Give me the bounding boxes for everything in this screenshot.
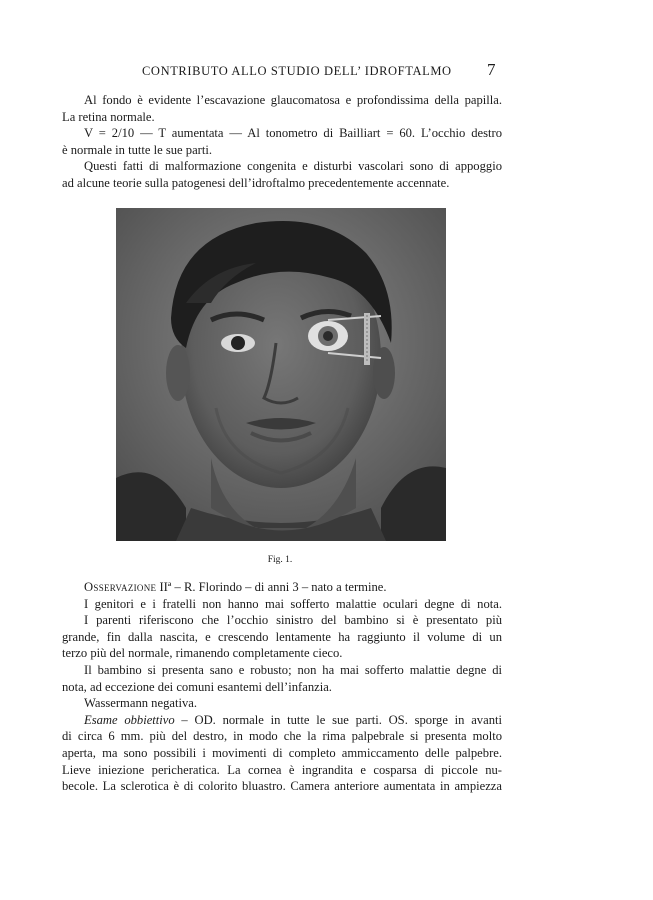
text-line: V = 2/10 — T aumentata — Al tonometro di Bailliart = 60. L’occhio destro — [84, 126, 502, 141]
figure-caption: Fig. 1. — [267, 555, 293, 565]
exam-heading-line — [62, 712, 502, 729]
text-line: è normale in tutte le sue parti. — [62, 142, 213, 157]
text-line: di circa 6 mm. più del destro, in modo che la rima palpebrale si presenta molto — [62, 729, 502, 744]
text-line: Al fondo è evidente l’escavazione glaucomatosa e profondissima della papilla. — [84, 93, 502, 107]
text-line: nota, ad eccezione dei comuni esantemi dell’infanzia. — [62, 679, 332, 694]
text-line: ad alcune teorie sulla patogenesi dell’idroftalmo precedentemente accennate. — [62, 175, 450, 190]
patient-photograph — [116, 208, 446, 541]
observation-number: IIª — [159, 580, 172, 594]
text-line: grande, fin dalla nascita, e crescendo lentamente ha raggiunto il volume di un — [62, 629, 502, 644]
bottom-paragraphs — [62, 579, 502, 795]
text-line: Lieve iniezione pericheratica. La cornea è ingrandita e cosparsa di piccole nu- — [62, 762, 502, 777]
top-paragraphs — [62, 92, 502, 192]
observation-label: Osservazione — [84, 580, 157, 594]
text-line: I parenti riferiscono che l’occhio sinistro del bambino si è presentato più — [84, 613, 502, 628]
exam-label: Esame obbiettivo — [84, 712, 175, 727]
text-line: Il bambino si presenta sano e robusto; non ha mai sofferto malattie degne di — [84, 662, 502, 677]
text-line: Wassermann negativa. — [84, 696, 197, 711]
observation-heading-line — [62, 579, 502, 596]
text-line: Questi fatti di malformazione congenita e disturbi vascolari sono di appoggio — [84, 159, 502, 174]
photograph-image — [116, 208, 446, 541]
running-title: CONTRIBUTO ALLO STUDIO DELL’ IDROFTALMO — [142, 64, 452, 78]
text-line: La retina normale. — [62, 109, 155, 124]
observation-rest: – R. Florindo – di anni 3 – nato a termine. — [171, 580, 387, 594]
text-line: becole. La sclerotica è di colorito bluastro. Camera anteriore aumentata in ampiezza — [62, 779, 502, 794]
text-line: aperta, ma sono possibili i movimenti di completo ammiccamento delle palpebre. — [62, 745, 502, 760]
page-number: 7 — [487, 60, 496, 79]
text-line: terzo più del normale, rimanendo completamente cieco. — [62, 646, 343, 661]
text-line: I genitori e i fratelli non hanno mai sofferto malattie oculari degne di nota. — [84, 596, 502, 611]
exam-first-line-rest: – OD. normale in tutte le sue parti. OS. sporge in avanti — [174, 712, 502, 727]
